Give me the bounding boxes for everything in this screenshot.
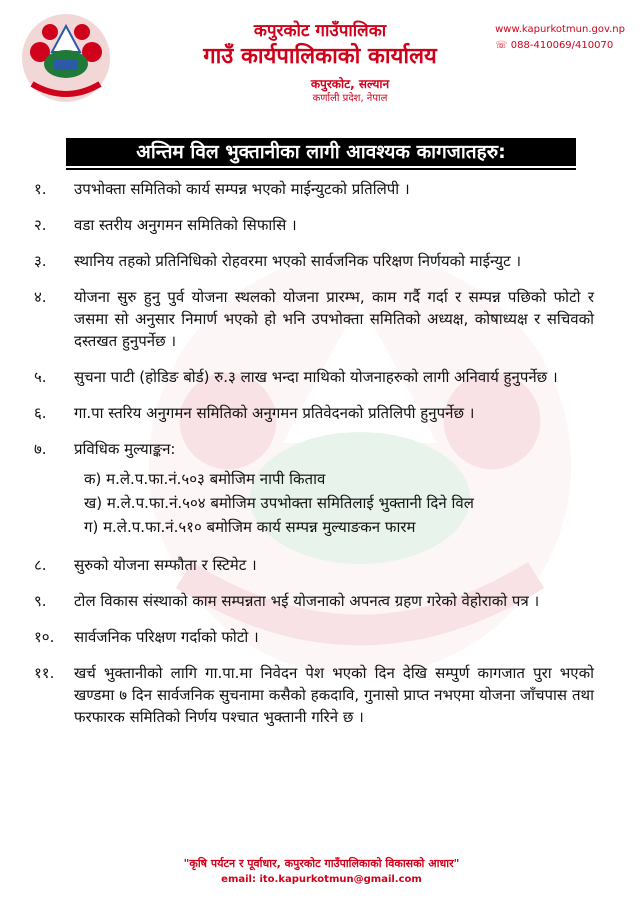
office-name: गाउँ कार्यपालिकाको कार्यालय: [203, 44, 437, 69]
item-text: टोल विकास संस्थाको काम सम्पन्नता भई योजनाको अपनत्व ग्रहण गरेको वेहोराको पत्र ।: [74, 592, 540, 610]
item-number: ४.: [34, 288, 47, 306]
item-number: ८.: [34, 556, 47, 574]
website-link[interactable]: www.kapurkotmun.gov.np: [495, 24, 625, 35]
title-underline: [66, 168, 576, 170]
item-number: ९.: [34, 592, 47, 610]
item-text: योजना सुरु हुनु पुर्व योजना स्थलको योजना प्रारम्भ, काम गर्दै गर्दा र सम्पन्न पछिको फोटो र जसमा सो अनुसार निमार्ण भएको हो भनि उपभोक्ता समितिको अध्यक्ष, कोषाध्यक्ष र सचिवको दस्तखत हुनुपर्नेछ ।: [74, 288, 594, 350]
footer-email[interactable]: email: ito.kapurkotmun@gmail.com: [221, 874, 422, 885]
list-item: [34, 438, 594, 540]
requirements-list: [34, 178, 594, 742]
item-number: ५.: [34, 368, 47, 386]
document-title: अन्तिम विल भुक्तानीका लागी आवश्यक कागजातहरु:: [66, 138, 576, 166]
item-text: उपभोक्ता समितिको कार्य सम्पन्न भएको माईन्युटको प्रतिलिपी ।: [74, 180, 410, 198]
office-location: कपुरकोट, सल्यान: [310, 77, 390, 91]
item-text: प्रविधिक मुल्याङ्कन:: [74, 440, 176, 458]
sub-item: क) म.ले.प.फा.नं.५०३ बमोजिम नापी किताव: [84, 470, 326, 488]
item-text: सार्वजनिक परिक्षण गर्दाको फोटो ।: [74, 628, 259, 646]
government-emblem-icon: [20, 12, 112, 104]
list-item: [34, 662, 594, 728]
list-item: [34, 178, 594, 200]
item-number: १.: [34, 180, 47, 198]
item-text: सुचना पाटी (होडिङ बोर्ड) रु.३ लाख भन्दा माथिको योजनाहरुको लागी अनिवार्य हुनुपर्नेछ ।: [74, 368, 558, 386]
province-name: कर्णाली प्रदेश, नेपाल: [312, 93, 388, 104]
organization-header: [150, 20, 490, 105]
list-item: [34, 214, 594, 236]
item-number: ३.: [34, 252, 47, 270]
footer-slogan: "कृषि पर्यटन र पूर्वाधार, कपुरकोट गाउँपालिकाको विकासको आधार": [183, 857, 460, 870]
item-text: स्थानिय तहको प्रतिनिधिको रोहवरमा भएको सार्वजनिक परिक्षण निर्णयको माईन्युट ।: [74, 252, 522, 270]
item-number: ११.: [34, 664, 55, 682]
list-item: [34, 402, 594, 424]
item-text: खर्च भुक्तानीको लागि गा.पा.मा निवेदन पेश भएको दिन देखि सम्पुर्ण कागजात पुरा भएको खण्डमा ७ दिन सार्वजनिक सुचनामा कसैको हकदावि, गुनासो प्राप्त नभएमा योजना जाँचपास तथा फरफारक समितिको निर्णय पश्चात भुक्तानी गरिने छ ।: [74, 664, 594, 726]
item-number: ७.: [34, 440, 47, 458]
list-item: [34, 626, 594, 648]
sub-list: [34, 468, 594, 540]
item-text: सुरुको योजना सम्फौता र स्टिमेट ।: [74, 556, 257, 574]
list-item: [34, 366, 594, 388]
item-number: ६.: [34, 404, 47, 422]
contact-info: [495, 22, 625, 54]
item-number: १०.: [34, 628, 55, 646]
phone-number: ☏ 088-410069/410070: [495, 40, 614, 51]
sub-item: ख) म.ले.प.फा.नं.५०४ बमोजिम उपभोक्ता समितिलाई भुक्तानी दिने विल: [84, 494, 474, 512]
list-item: [34, 250, 594, 272]
list-item: [34, 286, 594, 352]
municipality-name: कपुरकोट गाउँपालिका: [253, 21, 387, 41]
item-text: गा.पा स्तरिय अनुगमन समितिको अनुगमन प्रतिवेदनको प्रतिलिपी हुनुपर्नेछ ।: [74, 404, 475, 422]
list-item: [34, 590, 594, 612]
item-text: वडा स्तरीय अनुगमन समितिको सिफासि ।: [74, 216, 297, 234]
item-number: २.: [34, 216, 47, 234]
list-item: [34, 554, 594, 576]
sub-item: ग) म.ले.प.फा.नं.५१० बमोजिम कार्य सम्पन्न मुल्याङकन फारम: [84, 518, 416, 536]
